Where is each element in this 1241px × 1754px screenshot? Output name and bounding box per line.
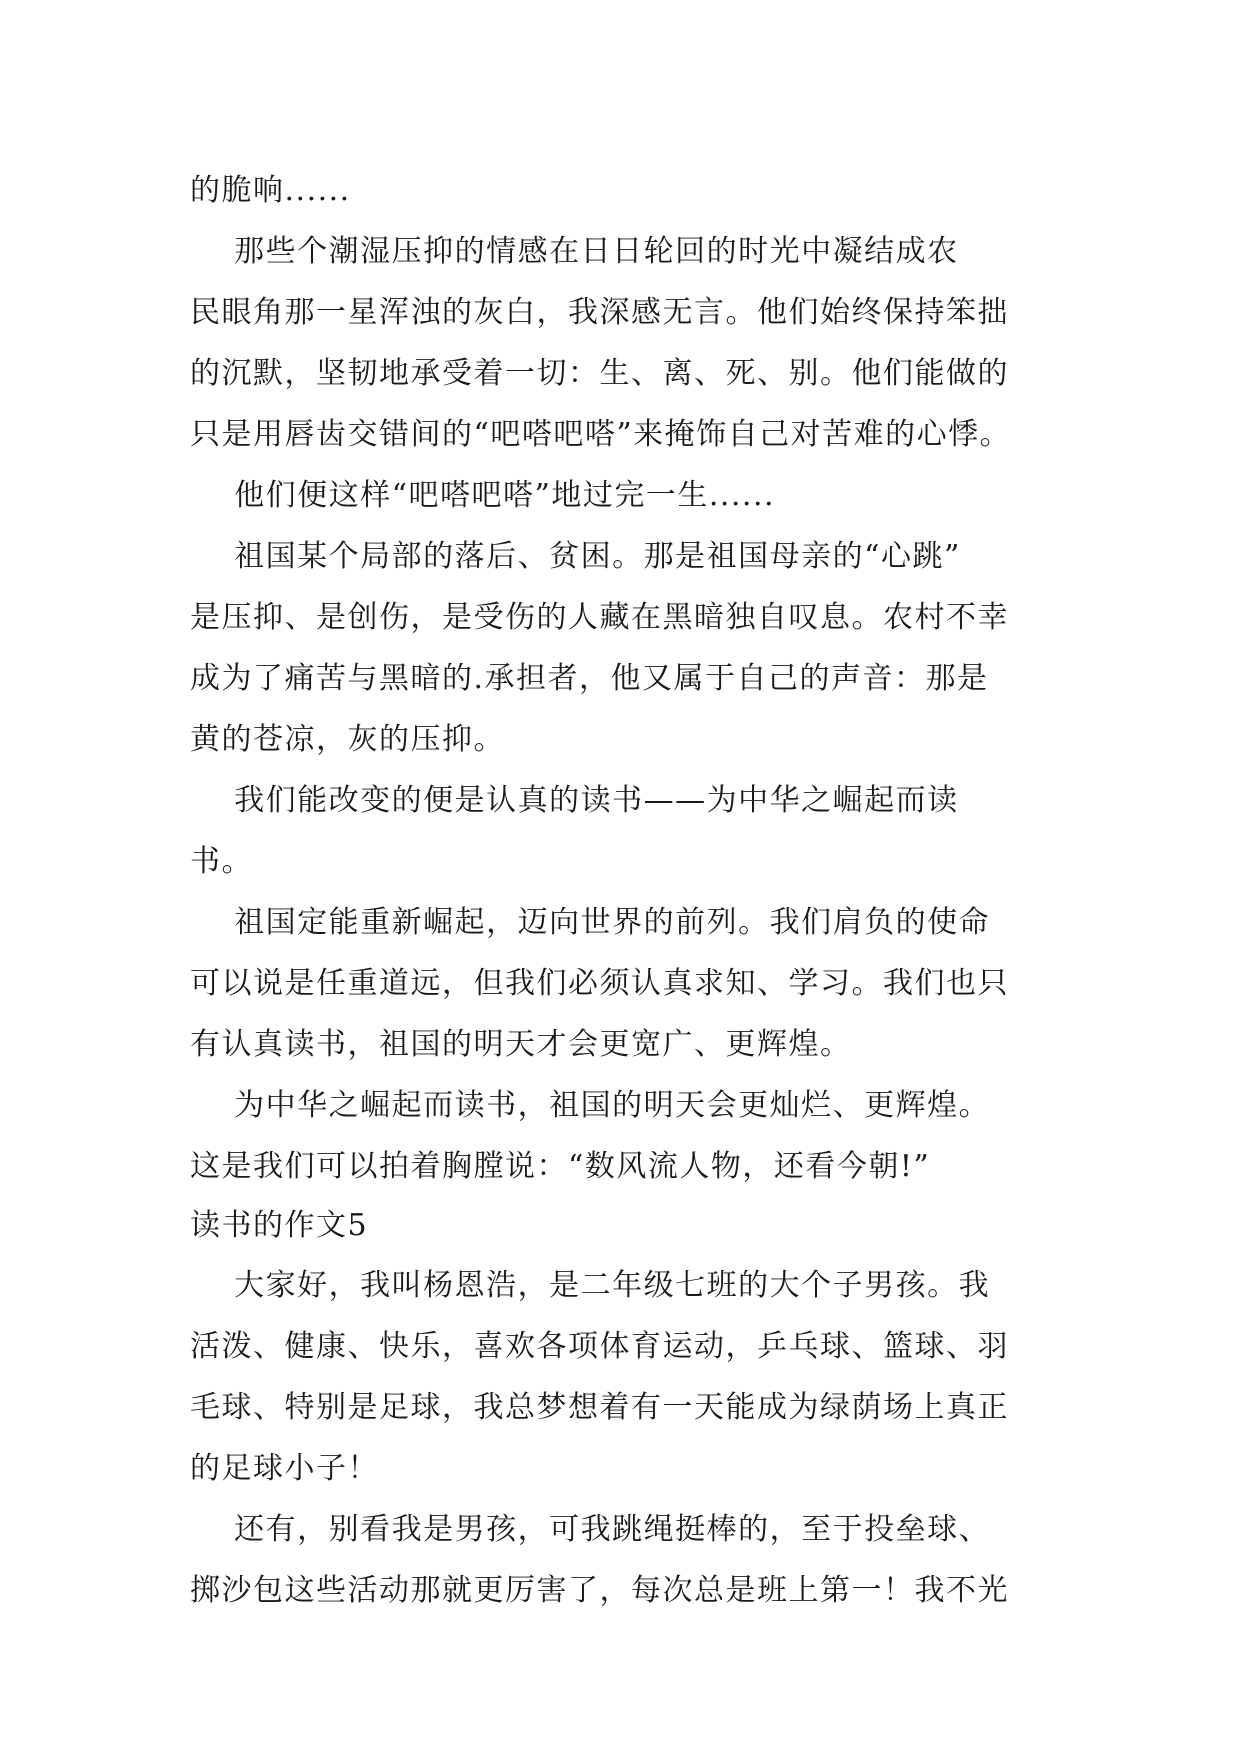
text-line: 这是我们可以拍着胸膛说：“数风流人物，还看今朝!”: [190, 1149, 931, 1184]
text-line: 还有，别看我是男孩，可我跳绳挺棒的，至于投垒球、: [190, 1512, 991, 1547]
text-line: 毛球、特别是足球，我总梦想着有一天能成为绿荫场上真正: [190, 1390, 1009, 1425]
text-line: 我们能改变的便是认真的读书——为中华之崛起而读: [190, 783, 959, 818]
text-line: 有认真读书，祖国的明天才会更宽广、更辉煌。: [190, 1027, 852, 1062]
text-line: 民眼角那一星浑浊的灰白，我深感无言。他们始终保持笨拙: [190, 295, 1009, 330]
text-line: 是压抑、是创伤，是受伤的人藏在黑暗独自叹息。农村不幸: [190, 600, 1009, 635]
text-line: 那些个潮湿压抑的情感在日日轮回的时光中凝结成农: [190, 234, 959, 269]
section-heading: 读书的作文5: [190, 1208, 369, 1243]
text-line: 他们便这样“吧嗒吧嗒”地过完一生......: [190, 478, 776, 513]
text-line: 大家好，我叫杨恩浩，是二年级七班的大个子男孩。我: [190, 1268, 991, 1303]
text-line: 祖国某个局部的落后、贫困。那是祖国母亲的“心跳”: [190, 539, 961, 574]
text-line: 的足球小子！: [190, 1451, 379, 1486]
text-line: 的沉默，坚韧地承受着一切：生、离、死、别。他们能做的: [190, 356, 1009, 391]
document-page: [190, 160, 1050, 1621]
text-line: 书。: [190, 844, 253, 879]
text-line: 为中华之崛起而读书，祖国的明天会更灿烂、更辉煌。: [190, 1088, 991, 1123]
text-line: 成为了痛苦与黑暗的.承担者，他又属于自己的声音：那是: [190, 661, 989, 696]
text-line: 只是用唇齿交错间的“吧嗒吧嗒”来掩饰自己对苦难的心悸。: [190, 417, 1012, 452]
text-line: 活泼、健康、快乐，喜欢各项体育运动，乒乓球、篮球、羽: [190, 1329, 1009, 1364]
text-line: 祖国定能重新崛起，迈向世界的前列。我们肩负的使命: [190, 905, 991, 940]
text-line: 掷沙包这些活动那就更厉害了，每次总是班上第一！我不光: [190, 1573, 1009, 1608]
text-line: 可以说是任重道远，但我们必须认真求知、学习。我们也只: [190, 966, 1009, 1001]
text-line: 的脆响......: [190, 173, 351, 208]
text-line: 黄的苍凉，灰的压抑。: [190, 722, 505, 757]
